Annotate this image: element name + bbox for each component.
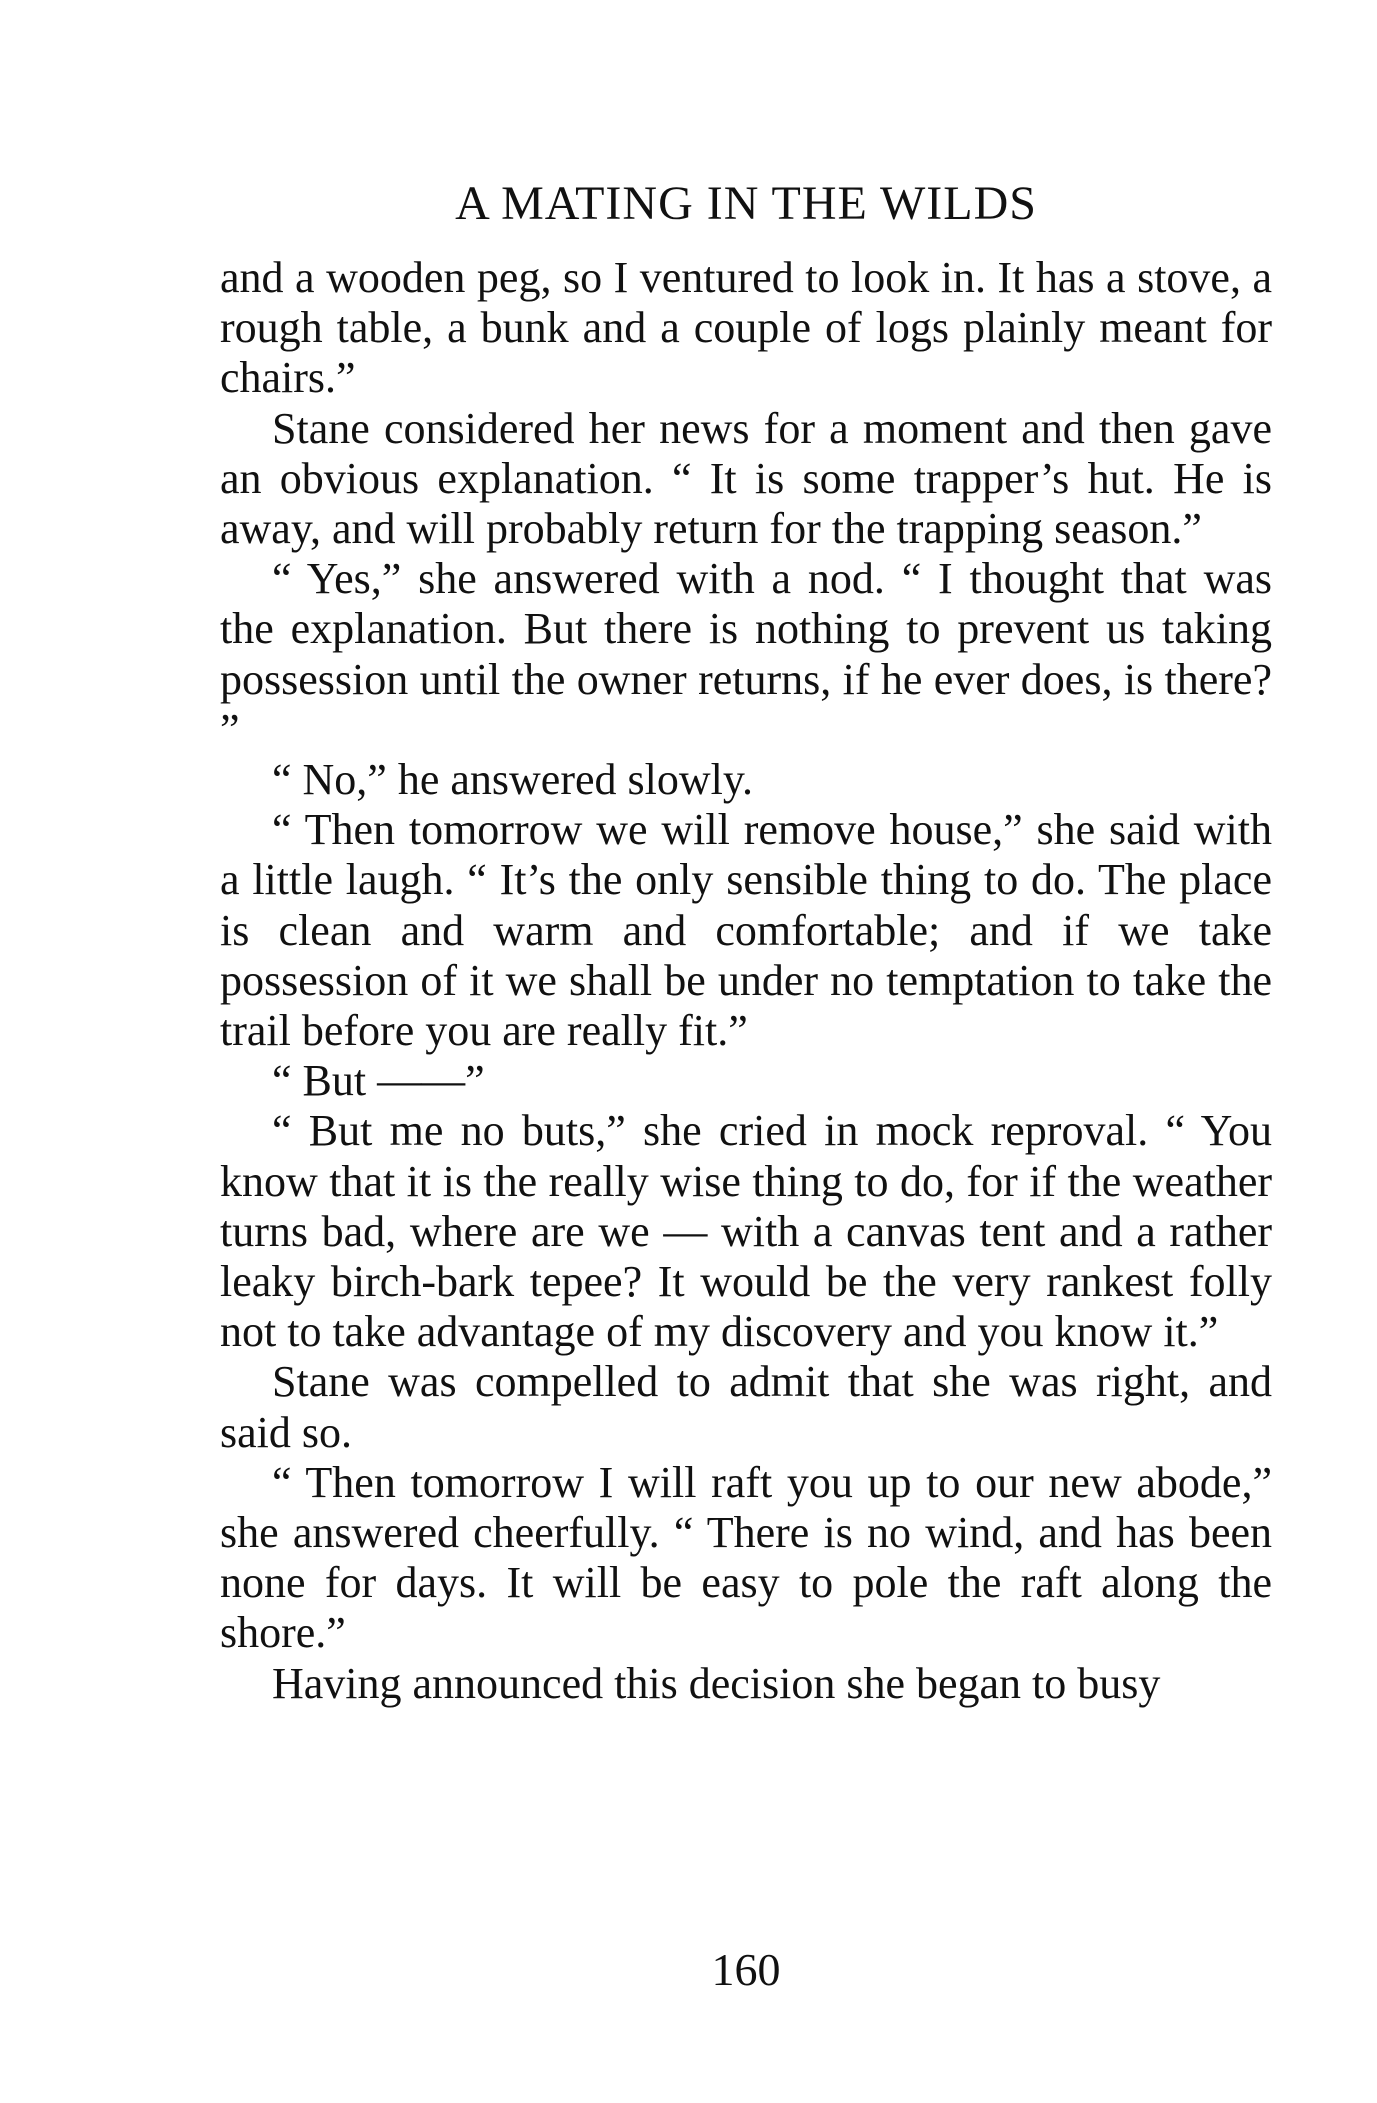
page-number: 160 bbox=[711, 1944, 781, 1995]
paragraph: Stane considered her news for a moment and then gave an obvious explanation. “ It is some trapper’s hut. He is away, and will probably return for the trapping season.” bbox=[220, 403, 1272, 554]
paragraph: Having announced this decision she began to busy bbox=[272, 1658, 1161, 1708]
running-title: A MATING IN THE WILDS bbox=[455, 177, 1037, 230]
paragraph: “ Yes,” she answered with a nod. “ I thought that was the explanation. But there is nothing to prevent us taking possession until the owner returns, if he ever does, is there? ” bbox=[220, 554, 1272, 754]
paragraph: “ But ——” bbox=[272, 1056, 485, 1106]
paragraph: “ No,” he answered slowly. bbox=[272, 755, 753, 805]
paragraph-continued: and a wooden peg, so I ventured to look in. It has a stove, a rough table, a bunk and a couple of logs plainly meant for chairs.” bbox=[220, 253, 1272, 403]
body-text bbox=[220, 253, 1272, 1709]
paragraph: “ But me no buts,” she cried in mock reproval. “ You know that it is the really wise thing to do, for if the weather turns bad, where are we — with a canvas tent and a rather leaky birch-bark tepee? It would be the very rankest folly not to take advantage of my discovery and you know it.” bbox=[220, 1106, 1272, 1357]
paragraph: “ Then tomorrow I will raft you up to our new abode,” she answered cheerfully. “ There is no wind, and has been none for days. It will be easy to pole the raft along the shore.” bbox=[220, 1457, 1272, 1658]
paragraph: Stane was compelled to admit that she was right, and said so. bbox=[220, 1357, 1272, 1457]
paragraph: “ Then tomorrow we will remove house,” she said with a little laugh. “ It’s the only sensible thing to do. The place is clean and warm and comfortable; and if we take possession of it we shall be under no temptation to take the trail before you are really fit.” bbox=[220, 805, 1272, 1056]
